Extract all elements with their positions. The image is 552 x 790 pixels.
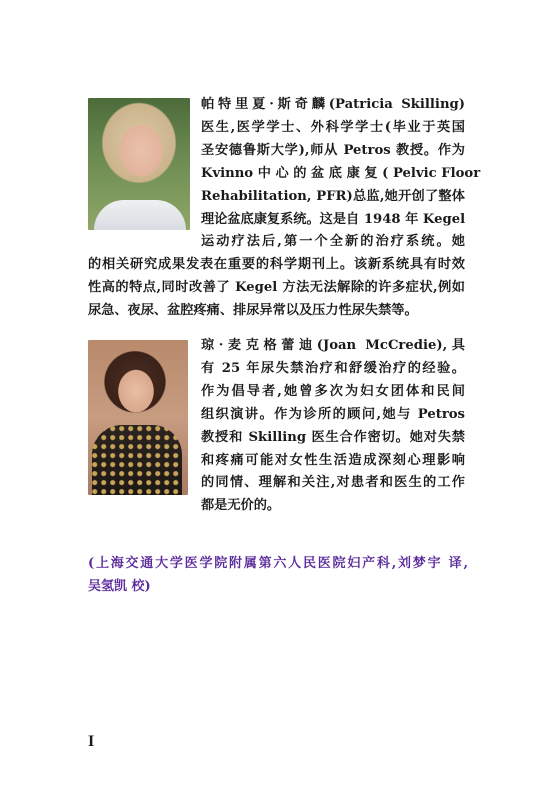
page-number: I bbox=[88, 733, 95, 750]
bio-line: 有 25 年尿失禁治疗和舒缓治疗的经验。 bbox=[201, 360, 465, 376]
bio-line: 运动疗法后,第一个全新的治疗系统。她 bbox=[201, 234, 465, 250]
bio-line: 和疼痛可能对女性生活造成深刻心理影响 bbox=[201, 452, 465, 468]
bio-line: 的相关研究成果发表在重要的科学期刊上。该新系统具有时效 bbox=[88, 257, 465, 273]
bio-line: 教授和 Skilling 医生合作密切。她对失禁 bbox=[201, 429, 465, 445]
translator-note bbox=[88, 553, 468, 598]
bio-line: Rehabilitation, PFR)总监,她开创了整体 bbox=[201, 188, 465, 204]
bio-joan-mccredie bbox=[88, 335, 465, 518]
bio-line: 理论盆底康复系统。这是自 1948 年 Kegel bbox=[201, 211, 466, 227]
translator-note-line: (上海交通大学医学院附属第六人民医院妇产科,刘梦宇 译, bbox=[88, 556, 468, 571]
bio-line: 都是无价的。 bbox=[201, 498, 281, 514]
bio-line: 性高的特点,同时改善了 Kegel 方法无法解除的许多症状,例如 bbox=[88, 280, 465, 296]
bio-line: 琼·麦克格蕾迪(Joan McCredie),具 bbox=[201, 338, 465, 353]
bio-line: 医生,医学学士、外科学学士(毕业于英国 bbox=[201, 119, 465, 135]
bio-line: 作为倡导者,她曾多次为妇女团体和民间 bbox=[201, 383, 465, 399]
bio-line: 尿急、夜尿、盆腔疼痛、排尿异常以及压力性尿失禁等。 bbox=[88, 303, 418, 319]
bio-line: 的同情、理解和关注,对患者和医生的工作 bbox=[201, 475, 465, 491]
bio-line: 帕特里夏·斯奇麟(Patricia Skilling) bbox=[201, 97, 465, 112]
bio-line: 圣安德鲁斯大学),师从 Petros 教授。作为 bbox=[201, 142, 465, 158]
bio-line: Kvinno 中 心 的 盆 底 康 复 ( Pelvic Floor bbox=[201, 165, 481, 181]
bio-line: 组织演讲。作为诊所的顾问,她与 Petros bbox=[201, 406, 465, 422]
bio-patricia-skilling bbox=[88, 94, 481, 323]
translator-note-line: 吴氢凯 校) bbox=[88, 578, 151, 594]
